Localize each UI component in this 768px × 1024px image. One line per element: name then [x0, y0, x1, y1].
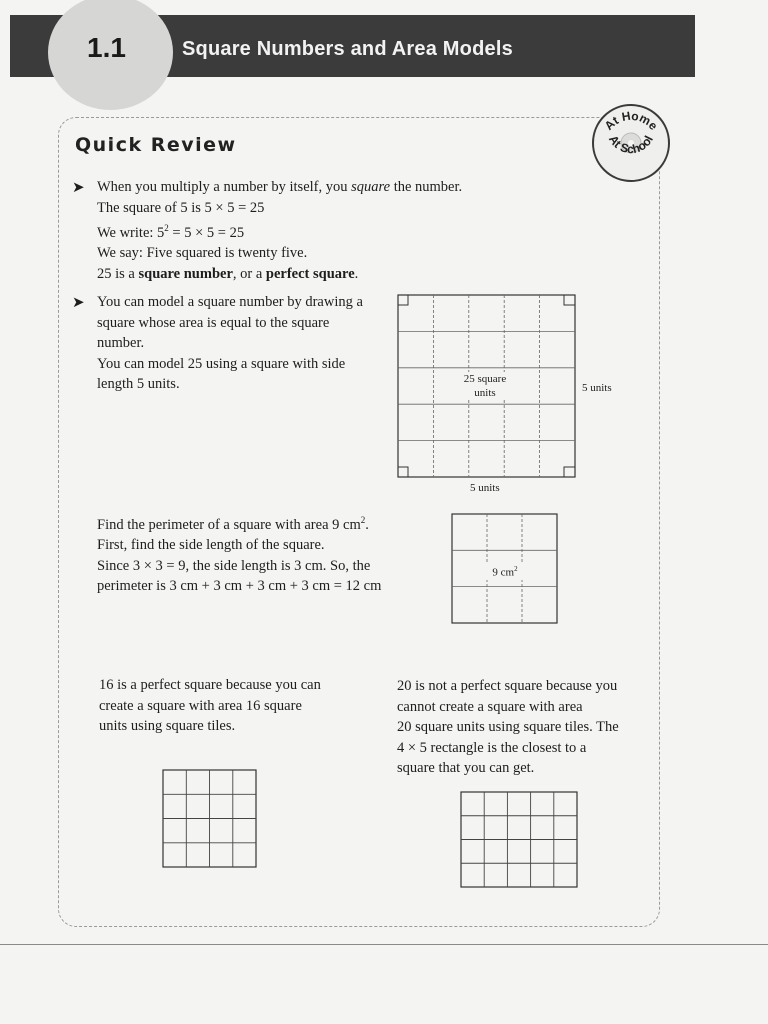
bullet2-line: You can model a square number by drawing a	[97, 294, 363, 310]
badge-graphic	[594, 106, 668, 180]
perimeter-text	[97, 510, 381, 597]
bullet-arrow-icon: ➤	[72, 293, 85, 311]
sixteen-line: 16 is a perfect square because you can	[99, 677, 321, 693]
side-length-label: 5 units	[582, 382, 612, 394]
tile-grid-4x5	[460, 791, 579, 889]
grid-25-label: 25 square units	[452, 372, 518, 400]
bullet2-line: You can model 25 using a square with side	[97, 355, 346, 372]
lesson-number: 1.1	[87, 32, 126, 63]
twenty-line: cannot create a square with area	[397, 698, 583, 715]
bullet-arrow-icon: ➤	[72, 178, 85, 196]
perimeter-line1: Find the perimeter of a square with area 9 $cm^2$.	[97, 515, 369, 533]
bullet2-line: number.	[97, 335, 145, 351]
grid-9-label: 9 $cm^2$	[484, 562, 526, 580]
bullet1-line3: We write: $5^2 = 5 \times 5 = 25$	[97, 223, 245, 241]
twenty-line: 20 square units using square tiles. The	[397, 719, 619, 735]
perimeter-line4: perimeter is 3 cm + 3 cm + 3 cm + 3 cm = 12 cm	[97, 578, 382, 595]
quick-review-title: Quick Review	[75, 134, 237, 156]
sixteen-line: create a square with area 16 square	[99, 697, 302, 714]
twenty-line: 20 is not a perfect square because you	[397, 678, 618, 694]
twenty-text	[397, 676, 619, 779]
lesson-title: Square Numbers and Area Models	[182, 38, 513, 60]
at-home-at-school-badge	[592, 104, 670, 182]
bullet1-text	[97, 177, 462, 284]
perimeter-line2: First, find the side length of the square.	[97, 537, 325, 554]
bottom-length-label: 5 units	[470, 482, 500, 494]
tile-grid-4x4	[162, 769, 258, 869]
lesson-header-banner	[10, 15, 695, 77]
badge-bottom-text: At School	[606, 132, 656, 157]
badge-top-text: At Home	[601, 108, 661, 133]
twenty-line: 4 × 5 rectangle is the closest to a	[397, 739, 587, 756]
sixteen-text	[99, 675, 321, 737]
footer-rule	[0, 944, 768, 945]
bullet2-text	[97, 292, 363, 395]
perimeter-line3: Since 3 × 3 = 9, the side length is 3 cm. So, the	[97, 557, 371, 574]
bullet1-line1: When you multiply a number by itself, you square the number.	[97, 179, 463, 195]
bullet1-line2: The square of 5 is 5 × 5 = 25	[97, 199, 265, 216]
twenty-line: square that you can get.	[397, 760, 535, 776]
bullet2-line: square whose area is equal to the square	[97, 314, 330, 331]
bullet1-line5: 25 is a square number, or a perfect square.	[97, 265, 359, 282]
bullet1-line4: We say: Five squared is twenty five.	[97, 245, 308, 262]
sixteen-line: units using square tiles.	[99, 718, 236, 734]
bullet2-line: length 5 units.	[97, 376, 180, 392]
